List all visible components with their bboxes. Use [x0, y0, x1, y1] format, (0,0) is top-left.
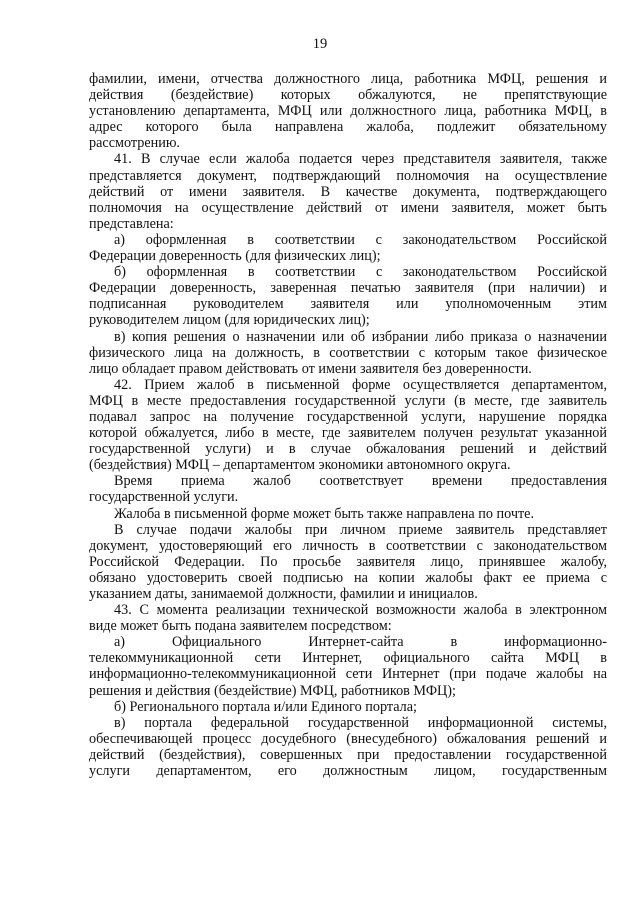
text-line: Жалоба в письменной форме может быть также направлена по почте.	[114, 505, 535, 522]
text-line: МФЦ в месте предоставления государственной услуги (в месте, где заявитель	[89, 392, 607, 409]
text-line: (бездействия) МФЦ – департаментом экономики автономного округа.	[89, 457, 511, 474]
page-number: 19	[312, 36, 328, 52]
text-line: Федерации доверенность, заверенная печатью заявителя (при наличии) и	[89, 280, 607, 297]
text-line: руководителем лицом (для юридических лиц);	[89, 312, 370, 329]
text-line: Время приема жалоб соответствует времени предоставления	[114, 473, 607, 490]
text-line: В случае подачи жалобы при личном приеме заявитель представляет	[114, 521, 607, 538]
text-line: а) оформленная в соответствии с законодательством Российской	[114, 231, 607, 248]
document-body	[89, 71, 607, 779]
text-line: документ, удостоверяющий его личность в соответствии с законодательством	[89, 537, 607, 554]
text-line: представляется документ, подтверждающий полномочия на осуществление	[89, 167, 607, 184]
text-line: действий от имени заявителя. В качестве документа, подтверждающего	[89, 183, 607, 200]
text-line: подписанная руководителем заявителя или уполномоченным этим	[89, 296, 607, 313]
text-line: фамилии, имени, отчества должностного лица, работника МФЦ, решения и	[89, 71, 607, 87]
text-line: указанием даты, занимаемой должности, фамилии и инициалов.	[89, 586, 478, 602]
text-line: лицо обладает правом действовать от имени заявителя без доверенности.	[89, 360, 532, 377]
text-line: а) Официального Интернет-сайта в информационно-	[114, 634, 607, 651]
text-line: решения и действия (бездействие) МФЦ, работников МФЦ);	[89, 682, 456, 699]
text-line: Федерации доверенность (для физических лиц);	[89, 248, 381, 265]
text-line: б) Регионального портала и/или Единого портала;	[114, 698, 417, 715]
text-line: в) портала федеральной государственной информационной системы,	[114, 714, 607, 731]
text-line: 41. В случае если жалоба подается через представителя заявителя, также	[114, 151, 607, 168]
text-line: телекоммуникационной сети Интернет, официального сайта МФЦ в	[89, 650, 607, 667]
text-line: установлению департамента, МФЦ или должностного лица, работника МФЦ, в	[89, 103, 607, 120]
text-line: адрес которого была направлена жалоба, подлежит обязательному	[89, 119, 607, 136]
text-line: 42. Прием жалоб в письменной форме осуществляется департаментом,	[114, 376, 607, 393]
text-line: 43. С момента реализации технической возможности жалоба в электронном	[114, 602, 607, 619]
text-line: виде может быть подана заявителем посредством:	[89, 618, 392, 635]
text-line: которой обжалуется, либо в месте, где заявителем получен результат указанной	[89, 425, 607, 442]
text-line: полномочия на осуществление действий от имени заявителя, может быть	[89, 199, 607, 216]
text-line: Российской Федерации. По просьбе заявителя лицо, принявшее жалобу,	[89, 553, 607, 570]
text-line: информационно-телекоммуникационной сети Интернет (при подаче жалобы на	[89, 666, 607, 683]
text-line: представлена:	[89, 215, 174, 232]
text-line: в) копия решения о назначении или об избрании либо приказа о назначении	[114, 328, 607, 345]
text-line: государственной услуги) и в случае обжалования решений и действий	[89, 441, 607, 458]
text-line: государственной услуги.	[89, 489, 239, 506]
text-line: действия (бездействие) которых обжалуются, не препятствующие	[89, 87, 607, 104]
text-line: рассмотрению.	[89, 135, 180, 152]
text-line: услуги департаментом, его должностным лицом, государственным	[89, 763, 607, 780]
text-line: физического лица на должность, в соответствии с которым такое физическое	[89, 344, 607, 361]
text-line: обеспечивающей процесс досудебного (внесудебного) обжалования решений и	[89, 730, 607, 747]
text-line: б) оформленная в соответствии с законодательством Российской	[114, 264, 607, 281]
text-line: обязано удостоверить своей подписью на копии жалобы факт ее приема с	[89, 569, 607, 586]
text-line: действий (бездействия), совершенных при предоставлении государственной	[89, 746, 607, 763]
text-line: подавал запрос на получение государственной услуги, нарушение порядка	[89, 408, 607, 425]
